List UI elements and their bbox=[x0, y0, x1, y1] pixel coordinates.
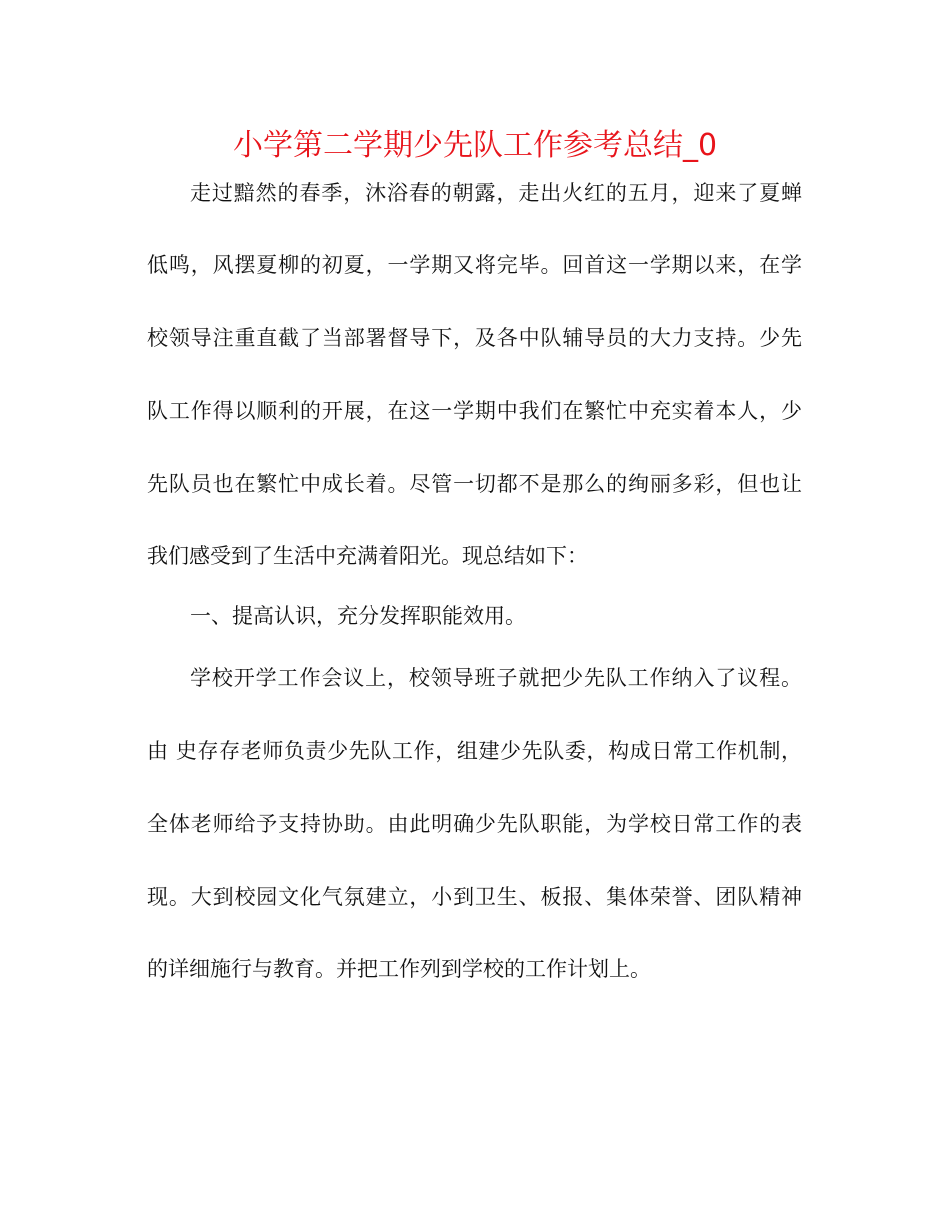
paragraph-line: 全体老师给予支持协助。由此明确少先队职能，为学校日常工作的表 bbox=[147, 812, 802, 836]
section-heading: 一、提高认识，充分发挥职能效用。 bbox=[190, 604, 526, 628]
paragraph-line: 现。大到校园文化气氛建立，小到卫生、板报、集体荣誉、团队精神 bbox=[147, 885, 802, 909]
paragraph-line: 走过黯然的春季，沐浴春的朝露，走出火红的五月，迎来了夏蝉 bbox=[190, 181, 802, 205]
paragraph-line: 先队员也在繁忙中成长着。尽管一切都不是那么的绚丽多彩，但也让 bbox=[147, 472, 802, 496]
paragraph-line: 我们感受到了生活中充满着阳光。现总结如下： bbox=[147, 544, 588, 568]
paragraph-line: 学校开学工作会议上，校领导班子就把少先队工作纳入了议程。 bbox=[190, 666, 802, 690]
document-title: 小学第二学期少先队工作参考总结_0 bbox=[232, 128, 718, 163]
paragraph-line: 低鸣，风摆夏柳的初夏，一学期又将完毕。回首这一学期以来，在学 bbox=[147, 253, 802, 277]
paragraph-line: 由 史存存老师负责少先队工作，组建少先队委，构成日常工作机制， bbox=[147, 739, 802, 763]
paragraph-line: 队工作得以顺利的开展，在这一学期中我们在繁忙中充实着本人，少 bbox=[147, 399, 802, 423]
paragraph-line: 的详细施行与教育。并把工作列到学校的工作计划上。 bbox=[147, 957, 651, 981]
paragraph-line: 校领导注重直截了当部署督导下，及各中队辅导员的大力支持。少先 bbox=[147, 326, 802, 350]
